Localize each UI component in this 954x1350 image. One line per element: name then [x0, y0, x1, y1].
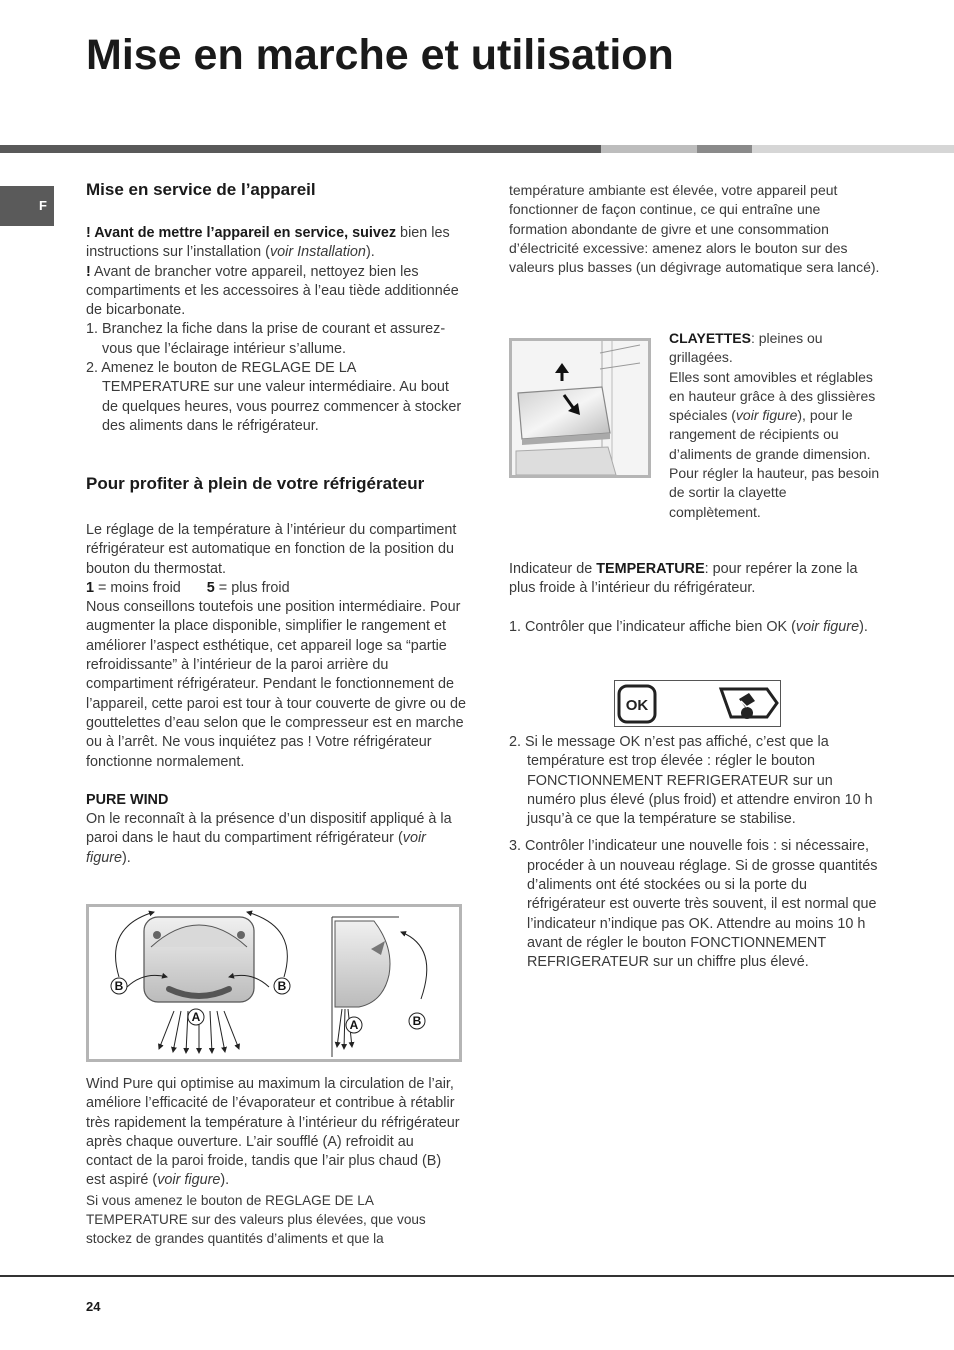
ok-indicator-diagram [615, 681, 780, 726]
scale-1-text: = moins froid [94, 579, 181, 596]
pure-wind-text2-body: Wind Pure qui optimise au maximum la circulation de l’air, améliore l’efficacité de l’évaporateur et contribue à rétablir très rapidement la température à l’intérieur du réfrigérateur après chaque ouverture. L’air soufflé (A) refroidit au contact de la paroi froide, tandis que l’air plus chaud (B) est aspiré ( [86, 1076, 460, 1189]
shelf-diagram [512, 341, 648, 475]
indicator-bold: TEMPERATURE [596, 561, 705, 577]
label-b-right: B [277, 979, 287, 993]
language-tab: F [0, 186, 54, 226]
clayettes-text1: : pleines ou grillagées. [669, 330, 823, 366]
pure-wind-diagram [89, 907, 459, 1059]
header-bar-light [601, 145, 697, 153]
warning-1 [86, 224, 464, 263]
clayettes-bold: CLAYETTES [669, 330, 751, 346]
pure-wind-heading [86, 791, 466, 810]
continued-text: température ambiante est élevée, votre appareil peut fonctionner de façon continue, ce qui entraîne une formation abondante de givre et une consommation d’électricité excessive: amenez alors le bouton sur des valeurs plus basses (un dégivrage automatique sera lancé). [509, 182, 880, 276]
clayettes-italic: voir figure [735, 407, 798, 424]
indicator-step-1-end: ). [859, 618, 868, 635]
pure-wind-text1 [86, 810, 466, 868]
warning-2-text: Avant de brancher votre appareil, nettoyez bien les compartiments et les accessoires à l’eau tiède additionnée de bicarbonate. [86, 263, 459, 319]
ok-label: OK [625, 697, 649, 714]
section2-body [86, 521, 466, 868]
pure-wind-text1-italic: voir figure [86, 830, 426, 866]
ok-indicator-figure [614, 680, 781, 727]
pure-wind-text2 [86, 1075, 464, 1191]
indicator-step-1 [509, 618, 881, 637]
warning-2-mark: ! [86, 263, 91, 280]
section2-para1: Le réglage de la température à l’intérieur du compartiment réfrigérateur est automatique en fonction de la position du bouton du thermostat. [86, 522, 457, 577]
label-b-left: B [114, 979, 124, 993]
pure-wind-body [86, 1075, 464, 1249]
pure-wind-text3: Si vous amenez le bouton de REGLAGE DE LA TEMPERATURE sur des valeurs plus élevées, que vous stockez de grandes quantités d’aliments et que la [86, 1192, 426, 1247]
scale-5-text: = plus froid [214, 579, 290, 596]
section-heading-mise-en-service: Mise en service de l’appareil [86, 180, 316, 199]
scale-5-bold: 5 [206, 579, 215, 596]
indicator-step-3: 3. Contrôler l’indicateur une nouvelle fois : si nécessaire, procéder à un nouveau réglage. Si de grosse quantités d’aliments ont été stockées ou si la porte du réfrigérateur est ouverte très souvent, il est normal que l’indicateur n’indique pas OK. Attendre au moins 10 h avant de régler le bouton FONCTIONNEMENT REFRIGERATEUR sur un chiffre plus élevé. [509, 838, 878, 971]
section-heading-profiter: Pour profiter à plein de votre réfrigérateur [86, 474, 425, 493]
clayettes-text2: Elles sont amovibles et réglables en hauteur grâce à des glissières spéciales ( [669, 368, 876, 424]
indicator-step-2: 2. Si le message OK n’est pas affiché, c’est que la température est trop élevée : régler le bouton FONCTIONNEMENT REFRIGERATEUR sur un numéro plus élevé (plus froid) et attendre environ 10 h jusqu’à ce que la température se stabilise. [509, 734, 873, 828]
pure-wind-figure [86, 904, 462, 1062]
pure-wind-text1-body: On le reconnaît à la présence d’un dispositif appliqué à la paroi dans le haut du compartiment réfrigérateur ( [86, 811, 452, 847]
pure-wind-text2-end: ). [220, 1172, 230, 1189]
indicator-step-1-text: 1. Contrôler que l’indicateur affiche bien OK ( [509, 618, 796, 635]
indicator-prefix: Indicateur de [509, 561, 597, 577]
warning-1-end: ). [365, 244, 375, 261]
label-b-side: B [412, 1014, 422, 1028]
clayettes-text [669, 329, 881, 522]
clayettes-line2 [669, 368, 881, 522]
indicator-intro [509, 560, 881, 599]
warning-1-italic: voir Installation [269, 244, 366, 261]
indicator-text [509, 560, 881, 637]
footer-rule [0, 1275, 954, 1277]
header-bar-dark [0, 145, 601, 153]
pure-wind-text1-end: ). [122, 849, 131, 866]
pure-wind-text2-italic: voir figure [157, 1172, 221, 1189]
warning-2 [86, 263, 464, 321]
clayettes-line1 [669, 329, 881, 368]
step-1: 1. Branchez la fiche dans la prise de courant et assurez-vous que l’éclairage intérieur s’allume. [86, 321, 446, 357]
label-a-right: A [349, 1018, 359, 1032]
indicator-desc: : pour repérer la zone la plus froide à l’intérieur du réfrigérateur. [509, 561, 858, 597]
page-number: 24 [86, 1299, 101, 1314]
thermostat-scale [86, 579, 466, 598]
clayettes-text3: ), pour le rangement de récipients ou d’aliments de grande dimension. Pour régler la hauteur, pas besoin de sortir la clayette complètement. [669, 407, 880, 520]
indicator-step-1-italic: voir figure [795, 618, 860, 635]
warning-1-text: bien les instructions sur l’installation ( [86, 225, 450, 261]
scale-1-bold: 1 [86, 579, 95, 596]
indicator-steps [509, 733, 881, 973]
section1-body [86, 224, 464, 436]
step-2: 2. Amenez le bouton de REGLAGE DE LA TEMPERATURE sur une valeur intermédiaire. Au bout de quelques heures, vous pourrez commencer à stocker des aliments dans le réfrigérateur. [86, 360, 462, 434]
shelf-figure [509, 338, 651, 478]
label-a-left: A [191, 1010, 201, 1024]
page-title: Mise en marche et utilisation [86, 31, 674, 79]
header-bar-mid [697, 145, 752, 153]
header-bar-pale [752, 145, 954, 153]
warning-1-bold: ! Avant de mettre l’appareil en service, suivez [86, 225, 397, 241]
pure-wind-heading-text: PURE WIND [86, 791, 169, 808]
section2-para2: Nous conseillons toutefois une position intermédiaire. Pour augmenter la place disponible, simplifier le rangement et améliorer l’aspect esthétique, cet appareil loge sa “partie refroidissante” à l’intérieur de la paroi arrière du compartiment réfrigérateur. Pendant le fonctionnement de l’appareil, cette paroi est tour à tour couverte de givre ou de gouttelettes d’eau selon que le compresseur est en marche ou à l’arrêt. Ne vous inquiétez pas ! Votre réfrigérateur fonctionne normalement. [86, 599, 466, 770]
